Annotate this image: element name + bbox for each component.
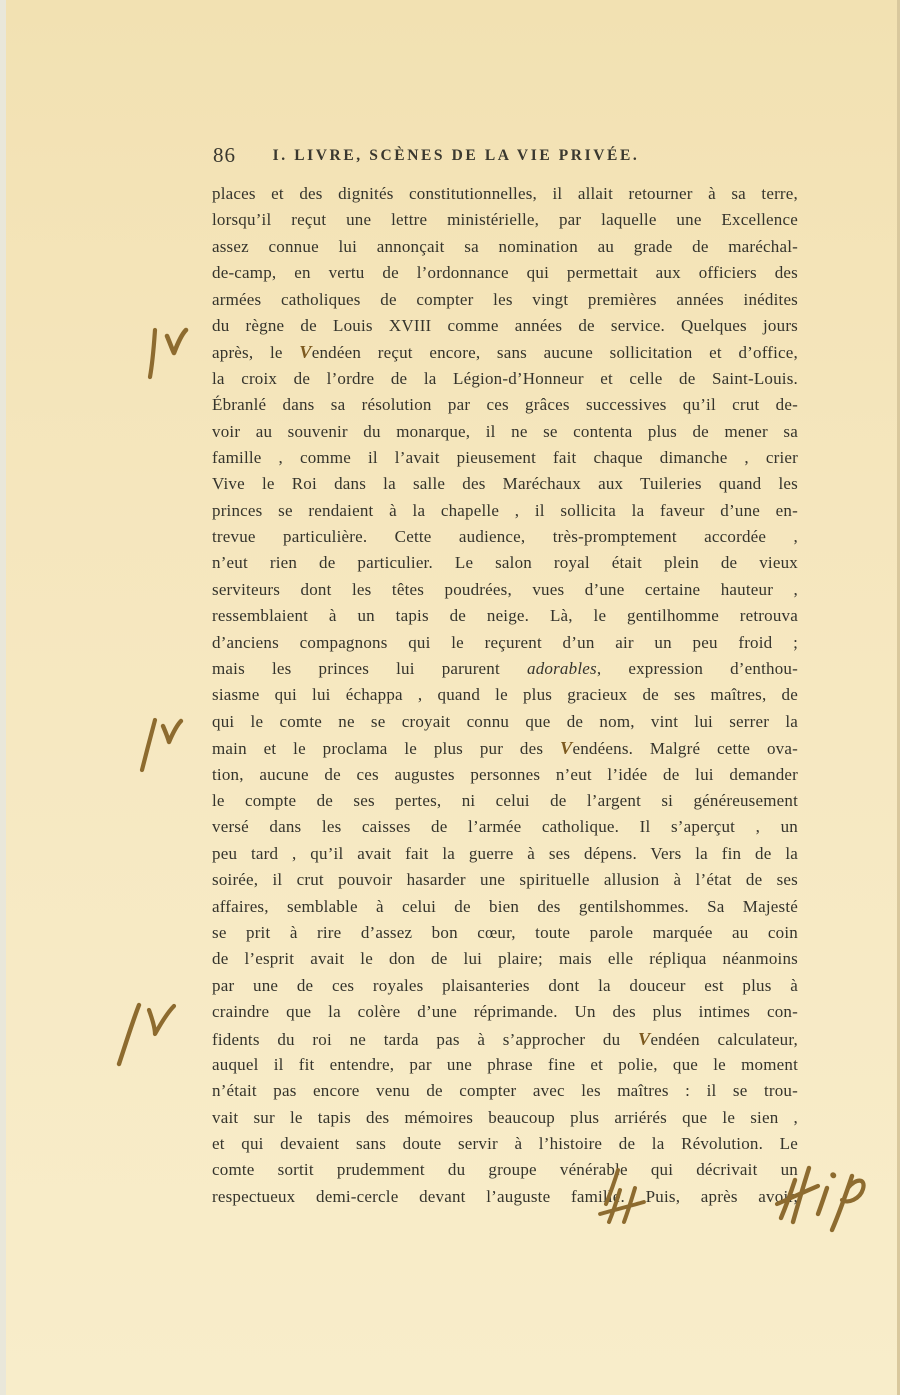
insertion-mark-icon (592, 1164, 654, 1245)
text-line: de l’esprit avait le don de lui plaire; mais elle répliqua néanmoins (212, 949, 798, 969)
text-line: du règne de Louis XVIII comme années de service. Quelques jours (212, 315, 798, 335)
scan-left-edge (0, 0, 6, 1395)
handwritten-correction: V (560, 738, 573, 759)
text-line: tion, aucune de ces augustes personnes n’eut l’idée de lui demander (212, 764, 798, 784)
text-line: et qui devaient sans doute servir à l’histoire de la Révolution. Le (212, 1134, 798, 1154)
margin-check-mark-icon (110, 992, 182, 1081)
text-line: peu tard , qu’il avait fait la guerre à ses dépens. Vers la fin de la (212, 843, 798, 863)
page-number: 86 (213, 143, 236, 167)
text-line: armées catholiques de compter les vingt premières années inédites (212, 289, 798, 309)
text-line: mais les princes lui parurent adorables, expression d’enthou- (212, 659, 798, 679)
text-line: affaires, semblable à celui de bien des gentilshommes. Sa Majesté (212, 896, 798, 916)
text-line: n’était pas encore venu de compter avec les maîtres : il se trou- (212, 1081, 798, 1101)
text-line: qui le comte ne se croyait connu que de nom, vint lui serrer la (212, 711, 798, 731)
text-line: princes se rendaient à la chapelle , il sollicita la faveur d’une en- (212, 500, 798, 520)
text-line: respectueux demi-cercle devant l’auguste famille. Puis, après avoir, (212, 1186, 798, 1206)
text-line: ressemblaient à un tapis de neige. Là, le gentilhomme retrouva (212, 606, 798, 626)
text-line: vait sur le tapis des mémoires beaucoup plus arriérés que le sien , (212, 1107, 798, 1127)
handwritten-correction: V (637, 1028, 651, 1049)
text-line: fidents du roi ne tarda pas à s’approcher du Vendéen calculateur, (212, 1028, 798, 1049)
text-line: n’eut rien de particulier. Le salon royal était plein de vieux (212, 553, 798, 573)
text-line: voir au souvenir du monarque, il ne se contenta plus de mener sa (212, 421, 798, 441)
text-line: d’anciens compagnons qui le reçurent d’un air un peu froid ; (212, 632, 798, 652)
text-line: de-camp, en vertu de l’ordonnance qui permettait aux officiers des (212, 263, 798, 283)
text-line: par une de ces royales plaisanteries dont la douceur est plus à (212, 975, 798, 995)
text-line: versé dans les caisses de l’armée catholique. Il s’aperçut , un (212, 817, 798, 837)
margin-check-mark-icon (140, 322, 196, 391)
text-line: assez connue lui annonçait sa nomination au grade de maréchal- (212, 236, 798, 256)
text-line: comte sortit prudemment du groupe vénérable qui décrivait un (212, 1160, 798, 1180)
text-line: famille , comme il l’avait pieusement fait chaque dimanche , crier (212, 447, 798, 467)
text-line: soirée, il crut pouvoir hasarder une spirituelle allusion à l’état de ses (212, 870, 798, 890)
text-line: se prit à rire d’assez bon cœur, toute parole marquée au coin (212, 922, 798, 942)
text-line: siasme qui lui échappa , quand le plus gracieux de ses maîtres, de (212, 685, 798, 705)
text-line: main et le proclama le plus pur des Vendéens. Malgré cette ova- (212, 738, 798, 759)
text-line: places et des dignités constitutionnelles, il allait retourner à sa terre, (212, 184, 798, 203)
text-line: la croix de l’ordre de la Légion-d’Honneur et celle de Saint-Louis. (212, 368, 798, 388)
page-header (213, 143, 798, 169)
text-line: Vive le Roi dans la salle des Maréchaux aux Tuileries quand les (212, 474, 798, 494)
margin-check-mark-icon (132, 708, 188, 783)
text-line: après, le Vendéen reçut encore, sans aucune sollicitation et d’office, (212, 342, 798, 363)
text-line: Ébranlé dans sa résolution par ces grâces successives qu’il crut de- (212, 395, 798, 415)
text-line: le compte de ses pertes, ni celui de l’argent si généreusement (212, 790, 798, 810)
handwritten-correction: V (299, 342, 312, 363)
text-line: lorsqu’il reçut une lettre ministérielle, par laquelle une Excellence (212, 210, 798, 230)
text-line: trevue particulière. Cette audience, très-promptement accordée , (212, 527, 798, 547)
signature-handwriting (770, 1158, 880, 1245)
body-text (212, 181, 798, 1210)
text-line: auquel il fit entendre, par une phrase fine et polie, que le moment (212, 1054, 798, 1074)
text-line: serviteurs dont les têtes poudrées, vues d’une certaine hauteur , (212, 579, 798, 599)
text-line: craindre que la colère d’une réprimande. Un des plus intimes con- (212, 1002, 798, 1022)
running-title: I. LIVRE, SCÈNES DE LA VIE PRIVÉE. (272, 147, 640, 164)
